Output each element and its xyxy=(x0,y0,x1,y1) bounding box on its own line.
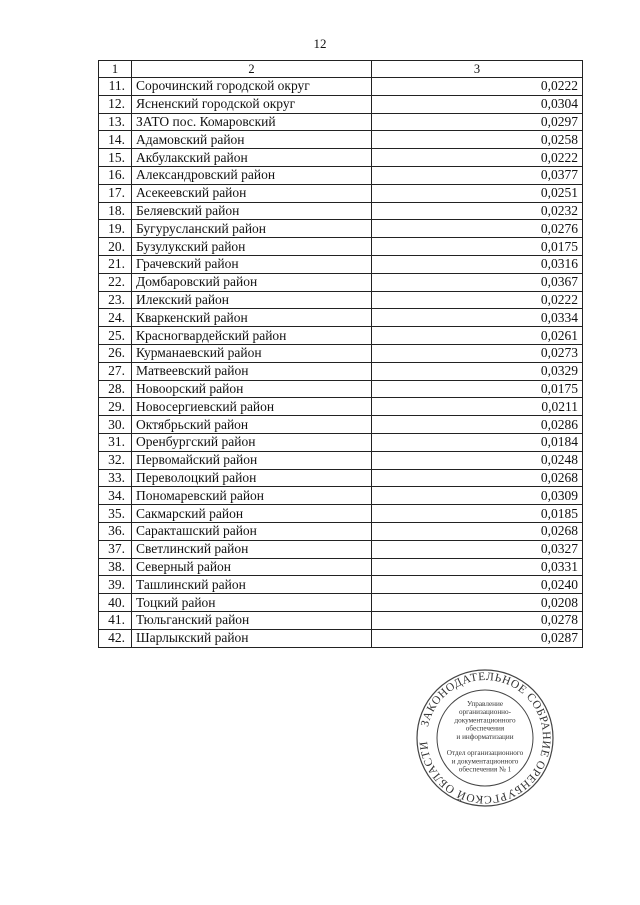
table-row xyxy=(99,166,583,184)
row-name: Первомайский район xyxy=(132,451,372,469)
row-number: 31. xyxy=(99,433,132,451)
row-value: 0,0208 xyxy=(372,594,583,612)
table-header-row xyxy=(99,61,583,78)
row-number: 29. xyxy=(99,398,132,416)
row-value: 0,0211 xyxy=(372,398,583,416)
page-number: 12 xyxy=(313,36,327,51)
table-row xyxy=(99,540,583,558)
row-name: ЗАТО пос. Комаровский xyxy=(132,113,372,131)
row-number: 42. xyxy=(99,629,132,647)
row-name: Александровский район xyxy=(132,166,372,184)
row-number: 21. xyxy=(99,255,132,273)
table-row xyxy=(99,327,583,345)
row-value: 0,0268 xyxy=(372,522,583,540)
row-number: 13. xyxy=(99,113,132,131)
stamp-ring-text: ЗАКОНОДАТЕЛЬНОЕ СОБРАНИЕ ОРЕНБУРГСКОЙ ОБЛАСТИ xyxy=(417,670,553,806)
table-row xyxy=(99,202,583,220)
row-number: 32. xyxy=(99,451,132,469)
table-row xyxy=(99,344,583,362)
row-name: Новосергиевский район xyxy=(132,398,372,416)
row-name: Тоцкий район xyxy=(132,594,372,612)
row-value: 0,0331 xyxy=(372,558,583,576)
row-value: 0,0287 xyxy=(372,629,583,647)
row-name: Октябрьский район xyxy=(132,416,372,434)
row-value: 0,0232 xyxy=(372,202,583,220)
row-number: 34. xyxy=(99,487,132,505)
row-number: 19. xyxy=(99,220,132,238)
row-number: 37. xyxy=(99,540,132,558)
row-value: 0,0251 xyxy=(372,184,583,202)
row-name: Саракташский район xyxy=(132,522,372,540)
row-name: Бугурусланский район xyxy=(132,220,372,238)
row-number: 38. xyxy=(99,558,132,576)
row-name: Северный район xyxy=(132,558,372,576)
table-row xyxy=(99,291,583,309)
stamp-inner-line: Управление xyxy=(466,700,504,708)
row-number: 17. xyxy=(99,184,132,202)
row-name: Бузулукский район xyxy=(132,238,372,256)
table-row xyxy=(99,451,583,469)
row-name: Светлинский район xyxy=(132,540,372,558)
table-row xyxy=(99,487,583,505)
row-name: Переволоцкий район xyxy=(132,469,372,487)
row-number: 16. xyxy=(99,166,132,184)
table-row xyxy=(99,380,583,398)
row-value: 0,0222 xyxy=(372,78,583,96)
table-row xyxy=(99,611,583,629)
row-number: 30. xyxy=(99,416,132,434)
row-name: Шарлыкский район xyxy=(132,629,372,647)
table-row xyxy=(99,416,583,434)
stamp-inner-line: и информатизации xyxy=(456,732,514,741)
row-value: 0,0273 xyxy=(372,344,583,362)
table-row xyxy=(99,238,583,256)
row-name: Беляевский район xyxy=(132,202,372,220)
stamp-inner-line: Отдел организационного xyxy=(446,749,524,758)
row-number: 40. xyxy=(99,594,132,612)
row-name: Курманаевский район xyxy=(132,344,372,362)
table-row xyxy=(99,558,583,576)
row-number: 11. xyxy=(99,78,132,96)
header-col-2: 2 xyxy=(132,61,372,78)
municipalities-table xyxy=(98,60,583,648)
row-name: Оренбургский район xyxy=(132,433,372,451)
row-value: 0,0329 xyxy=(372,362,583,380)
row-number: 12. xyxy=(99,95,132,113)
row-number: 24. xyxy=(99,309,132,327)
row-value: 0,0276 xyxy=(372,220,583,238)
row-value: 0,0304 xyxy=(372,95,583,113)
row-number: 26. xyxy=(99,344,132,362)
row-value: 0,0258 xyxy=(372,131,583,149)
row-name: Тюльганский район xyxy=(132,611,372,629)
table-row xyxy=(99,594,583,612)
row-number: 23. xyxy=(99,291,132,309)
row-number: 18. xyxy=(99,202,132,220)
table-row xyxy=(99,255,583,273)
row-value: 0,0175 xyxy=(372,380,583,398)
row-name: Асекеевский район xyxy=(132,184,372,202)
table-row xyxy=(99,433,583,451)
row-name: Ташлинский район xyxy=(132,576,372,594)
row-number: 25. xyxy=(99,327,132,345)
row-name: Домбаровский район xyxy=(132,273,372,291)
row-name: Илекский район xyxy=(132,291,372,309)
row-name: Ясненский городской округ xyxy=(132,95,372,113)
table-row xyxy=(99,220,583,238)
row-name: Грачевский район xyxy=(132,255,372,273)
row-value: 0,0316 xyxy=(372,255,583,273)
row-name: Кваркенский район xyxy=(132,309,372,327)
table-row xyxy=(99,629,583,647)
stamp-inner-line: и документационного xyxy=(451,757,519,766)
stamp-inner-line: организационно- xyxy=(458,708,512,717)
stamp-graphic xyxy=(415,668,555,808)
table-row xyxy=(99,576,583,594)
row-value: 0,0240 xyxy=(372,576,583,594)
row-number: 33. xyxy=(99,469,132,487)
row-value: 0,0248 xyxy=(372,451,583,469)
row-value: 0,0175 xyxy=(372,238,583,256)
row-name: Новоорский район xyxy=(132,380,372,398)
table-row xyxy=(99,362,583,380)
row-value: 0,0334 xyxy=(372,309,583,327)
table-row xyxy=(99,469,583,487)
table-row xyxy=(99,78,583,96)
stamp-inner-line: обеспечения xyxy=(465,724,505,733)
row-number: 41. xyxy=(99,611,132,629)
row-value: 0,0377 xyxy=(372,166,583,184)
official-stamp xyxy=(415,668,555,808)
header-col-3: 3 xyxy=(372,61,583,78)
stamp-inner-line: документационного xyxy=(454,716,516,725)
row-number: 15. xyxy=(99,149,132,167)
table-row xyxy=(99,184,583,202)
header-col-1: 1 xyxy=(99,61,132,78)
table-row xyxy=(99,522,583,540)
row-number: 20. xyxy=(99,238,132,256)
row-name: Сорочинский городской округ xyxy=(132,78,372,96)
row-name: Сакмарский район xyxy=(132,505,372,523)
row-number: 14. xyxy=(99,131,132,149)
row-value: 0,0367 xyxy=(372,273,583,291)
row-name: Адамовский район xyxy=(132,131,372,149)
stamp-inner-line: обеспечения № 1 xyxy=(458,765,512,774)
row-name: Матвеевский район xyxy=(132,362,372,380)
row-value: 0,0222 xyxy=(372,149,583,167)
row-number: 22. xyxy=(99,273,132,291)
row-value: 0,0268 xyxy=(372,469,583,487)
table-row xyxy=(99,273,583,291)
row-value: 0,0184 xyxy=(372,433,583,451)
row-name: Пономаревский район xyxy=(132,487,372,505)
row-number: 39. xyxy=(99,576,132,594)
table-row xyxy=(99,505,583,523)
row-value: 0,0286 xyxy=(372,416,583,434)
table-row xyxy=(99,95,583,113)
row-name: Красногвардейский район xyxy=(132,327,372,345)
table-row xyxy=(99,113,583,131)
table-row xyxy=(99,131,583,149)
row-value: 0,0327 xyxy=(372,540,583,558)
table-row xyxy=(99,149,583,167)
row-number: 27. xyxy=(99,362,132,380)
row-name: Акбулакский район xyxy=(132,149,372,167)
row-value: 0,0309 xyxy=(372,487,583,505)
row-value: 0,0297 xyxy=(372,113,583,131)
row-number: 35. xyxy=(99,505,132,523)
table-row xyxy=(99,398,583,416)
table-row xyxy=(99,309,583,327)
row-value: 0,0278 xyxy=(372,611,583,629)
row-value: 0,0261 xyxy=(372,327,583,345)
row-number: 28. xyxy=(99,380,132,398)
row-number: 36. xyxy=(99,522,132,540)
row-value: 0,0222 xyxy=(372,291,583,309)
row-value: 0,0185 xyxy=(372,505,583,523)
